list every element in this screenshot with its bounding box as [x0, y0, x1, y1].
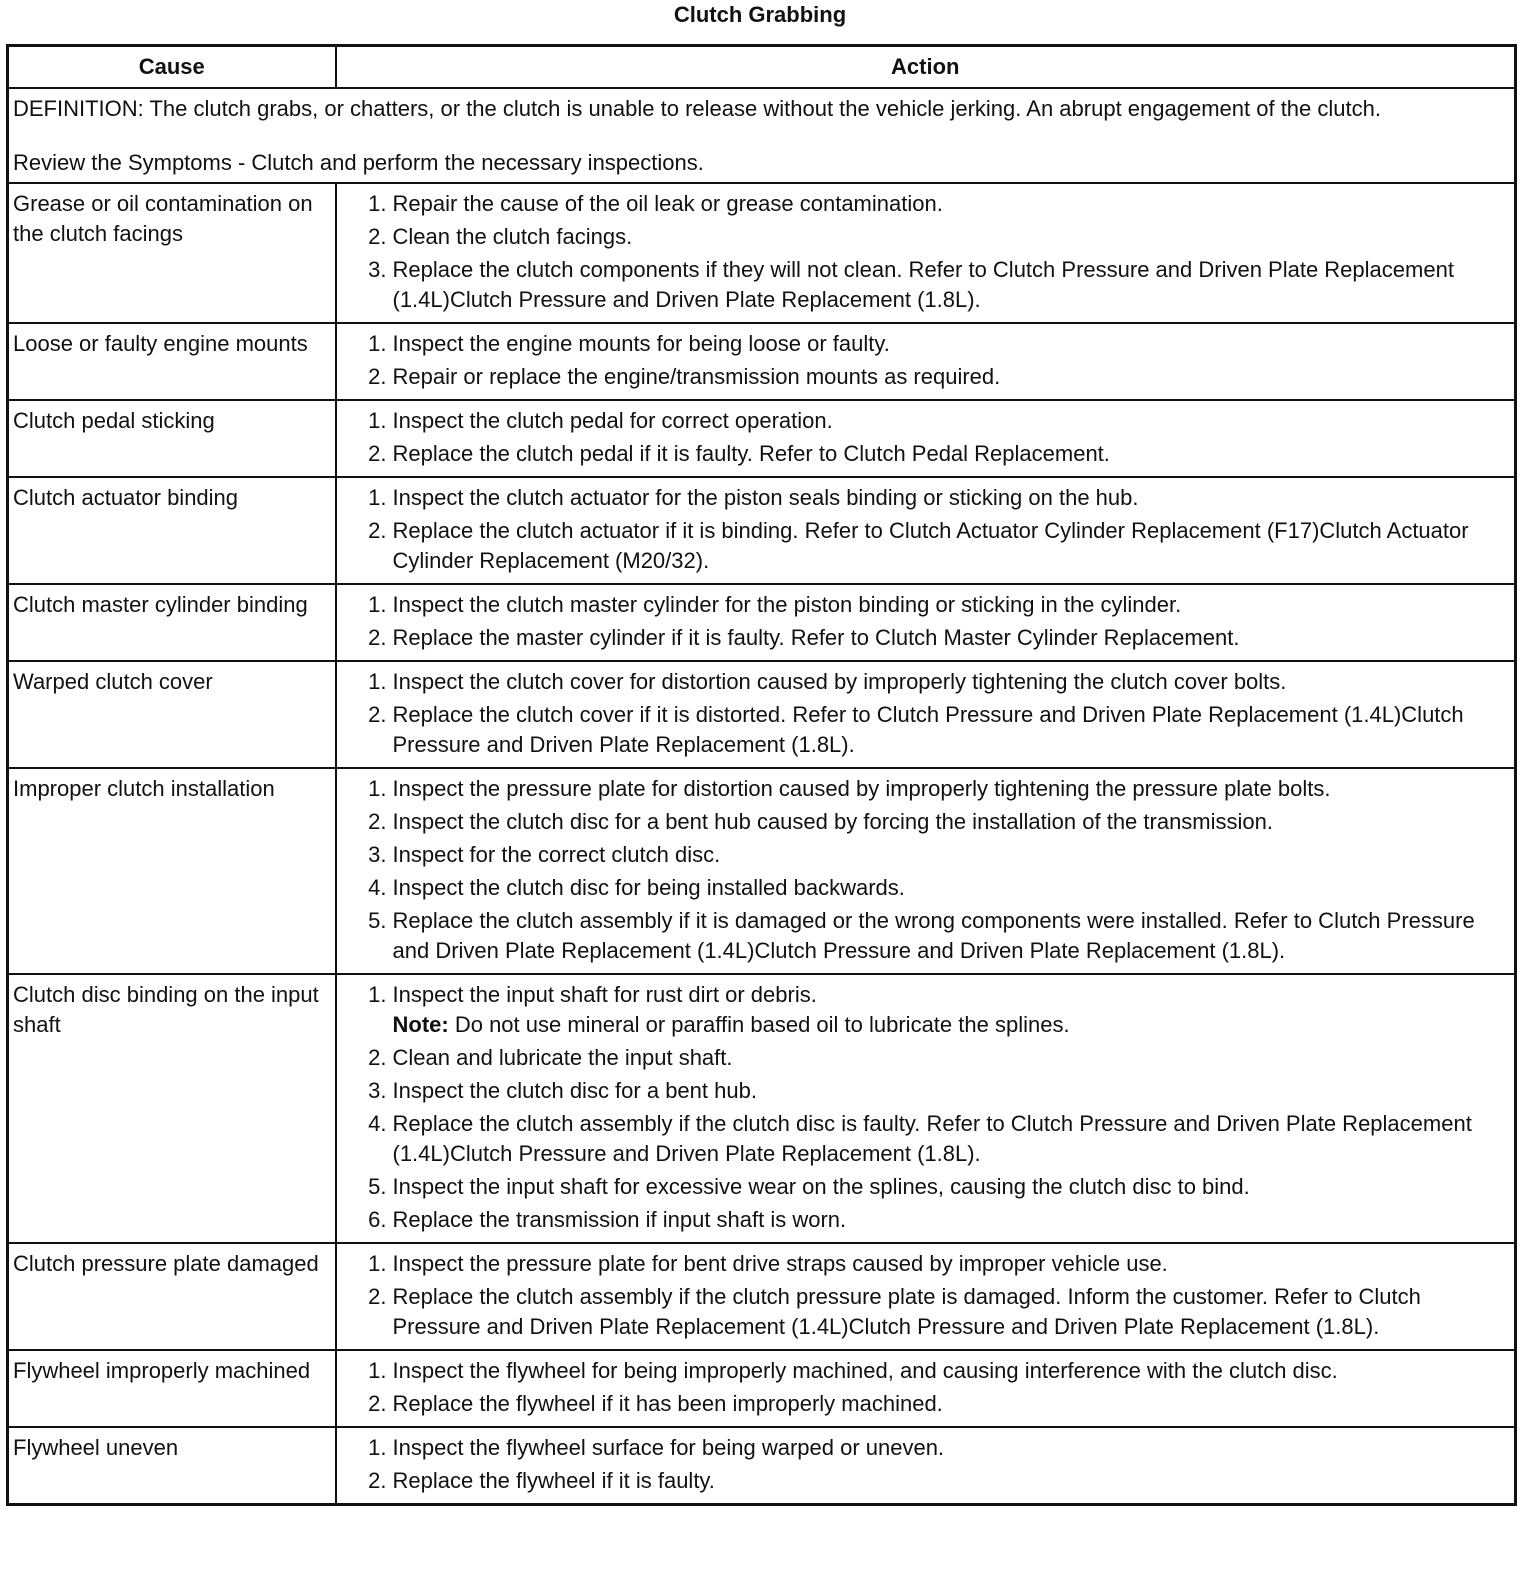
table-body: [8, 88, 1516, 1505]
action-steps-list: [341, 980, 1511, 1235]
action-step: [368, 807, 1511, 837]
step-text: Replace the clutch actuator if it is binding. Refer to Clutch Actuator Cylinder Replacement (F17)Clutch Actuator Cylinder Replacement (M20/32).: [392, 518, 1469, 573]
table-header-row: [8, 46, 1516, 89]
step-text: Inspect the pressure plate for bent drive straps caused by improper vehicle use.: [392, 1251, 1168, 1276]
step-text: Clean and lubricate the input shaft.: [392, 1045, 733, 1070]
step-number: 2.: [368, 1284, 387, 1309]
step-text: Replace the clutch assembly if the clutch disc is faulty. Refer to Clutch Pressure and Driven Plate Replacement (1.4L)Clutch Pressure and Driven Plate Replacement (1.8L).: [392, 1111, 1472, 1166]
action-step: [368, 623, 1511, 653]
action-step: [368, 700, 1511, 760]
action-column-header: Action: [336, 46, 1516, 89]
step-number: 2.: [368, 441, 387, 466]
cause-cell: Clutch disc binding on the input shaft: [8, 974, 336, 1243]
step-text: Replace the clutch pedal if it is faulty. Refer to Clutch Pedal Replacement.: [392, 441, 1110, 466]
table-row: [8, 768, 1516, 974]
step-number: 2.: [368, 1045, 387, 1070]
action-step: [368, 1205, 1511, 1235]
cause-cell: Clutch master cylinder binding: [8, 584, 336, 661]
action-cell: [336, 400, 1516, 477]
action-step: [368, 222, 1511, 252]
action-step: [368, 1172, 1511, 1202]
action-step: [368, 667, 1511, 697]
action-step: [368, 189, 1511, 219]
step-note: [393, 1010, 1511, 1040]
action-steps-list: [341, 590, 1511, 653]
step-number: 1.: [368, 1435, 387, 1460]
step-number: 4.: [368, 1111, 387, 1136]
step-number: 4.: [368, 875, 387, 900]
action-step: [368, 1389, 1511, 1419]
action-steps-list: [341, 406, 1511, 469]
step-text: Inspect the clutch actuator for the piston seals binding or sticking on the hub.: [392, 485, 1139, 510]
action-step: [368, 906, 1511, 966]
page-title: Clutch Grabbing: [673, 2, 847, 27]
action-step: [368, 1282, 1511, 1342]
step-text: Inspect the input shaft for excessive wear on the splines, causing the clutch disc to bind.: [392, 1174, 1250, 1199]
step-text: Inspect the input shaft for rust dirt or debris.: [392, 982, 817, 1007]
action-step: [368, 840, 1511, 870]
diagnostic-table: [6, 44, 1517, 1506]
step-number: 1.: [368, 776, 387, 801]
cause-cell: Grease or oil contamination on the clutch facings: [8, 183, 336, 323]
cause-cell: Loose or faulty engine mounts: [8, 323, 336, 400]
step-number: 3.: [368, 842, 387, 867]
action-step: [368, 439, 1511, 469]
step-number: 2.: [368, 1468, 387, 1493]
action-step: [368, 1249, 1511, 1279]
step-text: Replace the transmission if input shaft is worn.: [392, 1207, 847, 1232]
action-step: [368, 516, 1511, 576]
action-cell: [336, 584, 1516, 661]
step-text: Inspect the clutch master cylinder for the piston binding or sticking in the cylinder.: [392, 592, 1182, 617]
step-text: Replace the flywheel if it is faulty.: [392, 1468, 715, 1493]
action-steps-list: [341, 1356, 1511, 1419]
step-number: 2.: [368, 364, 387, 389]
action-step: [368, 1466, 1511, 1496]
step-number: 5.: [368, 1174, 387, 1199]
cause-cell: Flywheel uneven: [8, 1427, 336, 1505]
step-number: 1.: [368, 331, 387, 356]
step-number: 2.: [368, 625, 387, 650]
step-text: Replace the clutch components if they will not clean. Refer to Clutch Pressure and Driven Plate Replacement (1.4L)Clutch Pressure and Driven Plate Replacement (1.8L).: [392, 257, 1454, 312]
action-step: [368, 1433, 1511, 1463]
action-steps-list: [341, 483, 1511, 576]
table-row: [8, 400, 1516, 477]
action-cell: [336, 661, 1516, 768]
definition-cell: [8, 88, 1516, 183]
step-text: Replace the clutch cover if it is distorted. Refer to Clutch Pressure and Driven Plate Replacement (1.4L)Clutch Pressure and Driven Plate Replacement (1.8L).: [392, 702, 1464, 757]
definition-text: DEFINITION: The clutch grabs, or chatters, or the clutch is unable to release without the vehicle jerking. An abrupt engagement of the clutch.: [13, 96, 1381, 121]
note-label: Note:: [392, 1012, 449, 1037]
step-text: Inspect the flywheel surface for being warped or uneven.: [392, 1435, 945, 1460]
action-step: [368, 406, 1511, 436]
table-row: [8, 661, 1516, 768]
action-step: [368, 483, 1511, 513]
step-number: 3.: [368, 257, 387, 282]
action-cell: [336, 768, 1516, 974]
action-step: [368, 255, 1511, 315]
action-step: [368, 774, 1511, 804]
definition-row: [8, 88, 1516, 183]
step-text: Clean the clutch facings.: [392, 224, 633, 249]
action-step: [368, 329, 1511, 359]
step-number: 3.: [368, 1078, 387, 1103]
step-number: 1.: [368, 191, 387, 216]
step-text: Repair the cause of the oil leak or grease contamination.: [392, 191, 943, 216]
step-number: 1.: [368, 1358, 387, 1383]
step-text: Inspect the pressure plate for distortion caused by improperly tightening the pressure plate bolts.: [392, 776, 1331, 801]
cause-cell: Clutch pressure plate damaged: [8, 1243, 336, 1350]
action-step: [368, 590, 1511, 620]
action-step: [368, 362, 1511, 392]
table-row: [8, 1243, 1516, 1350]
action-step: [368, 1356, 1511, 1386]
step-text: Inspect for the correct clutch disc.: [392, 842, 721, 867]
step-text: Inspect the clutch cover for distortion caused by improperly tightening the clutch cover bolts.: [392, 669, 1287, 694]
table-row: [8, 1350, 1516, 1427]
step-text: Replace the flywheel if it has been improperly machined.: [392, 1391, 943, 1416]
step-number: 2.: [368, 702, 387, 727]
action-cell: [336, 1427, 1516, 1505]
table-row: [8, 183, 1516, 323]
step-text: Repair or replace the engine/transmission mounts as required.: [392, 364, 1001, 389]
cause-cell: Clutch pedal sticking: [8, 400, 336, 477]
step-text: Inspect the clutch disc for being installed backwards.: [392, 875, 905, 900]
step-text: Inspect the engine mounts for being loose or faulty.: [392, 331, 890, 356]
step-number: 2.: [368, 1391, 387, 1416]
action-steps-list: [341, 1433, 1511, 1496]
step-number: 2.: [368, 809, 387, 834]
action-steps-list: [341, 329, 1511, 392]
table-row: [8, 584, 1516, 661]
step-text: Inspect the clutch disc for a bent hub.: [392, 1078, 757, 1103]
action-steps-list: [341, 774, 1511, 966]
note-text: Do not use mineral or paraffin based oil to lubricate the splines.: [448, 1012, 1070, 1037]
action-step: [368, 1076, 1511, 1106]
step-number: 1.: [368, 408, 387, 433]
cause-column-header: Cause: [8, 46, 336, 89]
step-text: Inspect the clutch pedal for correct operation.: [392, 408, 833, 433]
action-steps-list: [341, 1249, 1511, 1342]
step-number: 1.: [368, 592, 387, 617]
cause-cell: Improper clutch installation: [8, 768, 336, 974]
step-text: Replace the clutch assembly if the clutch pressure plate is damaged. Inform the customer. Refer to Clutch Pressure and Driven Plate Replacement (1.4L)Clutch Pressure and Driven Plate Replacement (1.8L).: [392, 1284, 1421, 1339]
action-cell: [336, 477, 1516, 584]
action-step: [368, 1109, 1511, 1169]
cause-cell: Clutch actuator binding: [8, 477, 336, 584]
step-number: 6.: [368, 1207, 387, 1232]
step-text: Replace the master cylinder if it is faulty. Refer to Clutch Master Cylinder Replacement.: [392, 625, 1240, 650]
action-cell: [336, 183, 1516, 323]
cause-cell: Warped clutch cover: [8, 661, 336, 768]
table-row: [8, 1427, 1516, 1505]
step-text: Replace the clutch assembly if it is damaged or the wrong components were installed. Refer to Clutch Pressure and Driven Plate Replacement (1.4L)Clutch Pressure and Driven Plate Replacement (1.8L).: [392, 908, 1475, 963]
step-number: 1.: [368, 669, 387, 694]
action-step: [368, 980, 1511, 1040]
step-text: Inspect the clutch disc for a bent hub caused by forcing the installation of the transmission.: [392, 809, 1273, 834]
review-symptoms-text: Review the Symptoms - Clutch and perform the necessary inspections.: [13, 150, 704, 175]
cause-cell: Flywheel improperly machined: [8, 1350, 336, 1427]
table-row: [8, 477, 1516, 584]
step-text: Inspect the flywheel for being improperly machined, and causing interference with the clutch disc.: [392, 1358, 1338, 1383]
action-cell: [336, 974, 1516, 1243]
action-steps-list: [341, 189, 1511, 315]
step-number: 5.: [368, 908, 387, 933]
table-row: [8, 323, 1516, 400]
step-number: 1.: [368, 485, 387, 510]
action-cell: [336, 1350, 1516, 1427]
action-steps-list: [341, 667, 1511, 760]
action-cell: [336, 323, 1516, 400]
step-number: 1.: [368, 1251, 387, 1276]
action-cell: [336, 1243, 1516, 1350]
step-number: 1.: [368, 982, 387, 1007]
action-step: [368, 873, 1511, 903]
table-row: [8, 974, 1516, 1243]
action-step: [368, 1043, 1511, 1073]
step-number: 2.: [368, 224, 387, 249]
step-number: 2.: [368, 518, 387, 543]
